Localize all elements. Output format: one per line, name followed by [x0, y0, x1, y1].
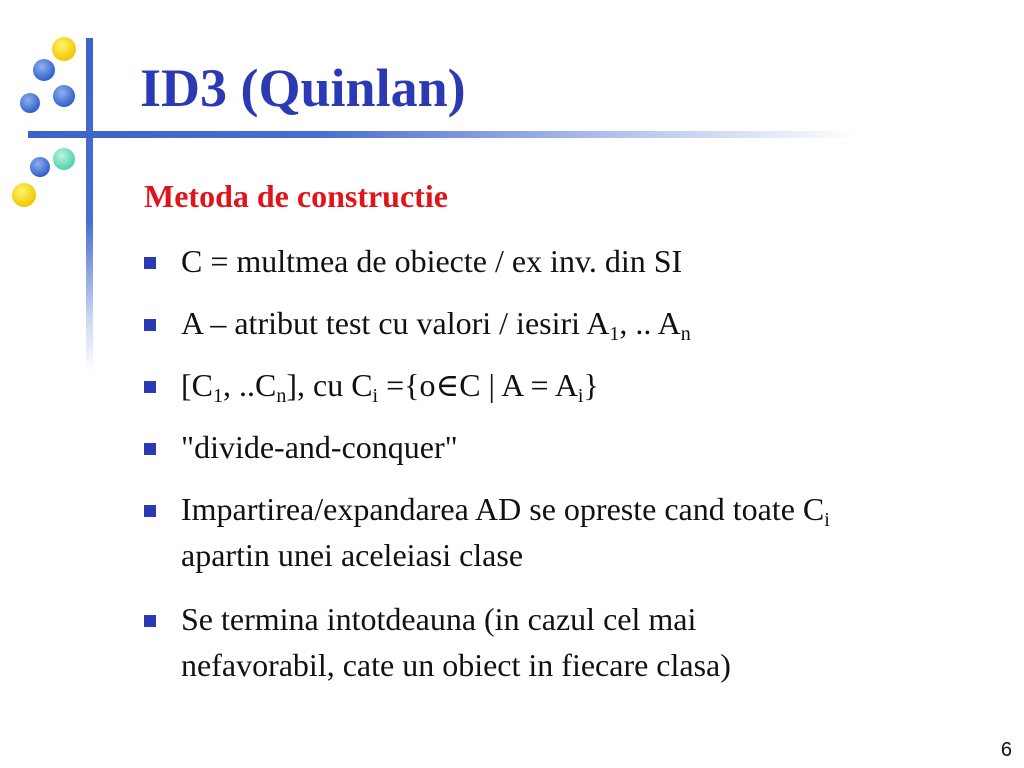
bullet-item-3-text: , ..C — [223, 367, 277, 403]
bullet-square-icon — [144, 319, 156, 331]
bullet-square-icon — [144, 381, 156, 393]
bullet-item-1 — [181, 240, 682, 283]
bullet-item-2-text: A – atribut test cu valori / iesiri A — [181, 305, 610, 341]
bullet-square-icon — [144, 615, 156, 627]
subscript: 1 — [609, 323, 620, 345]
page-number: 6 — [1000, 739, 1012, 761]
slide-subtitle: Metoda de constructie — [144, 178, 448, 214]
bullet-square-icon — [144, 257, 156, 269]
bullet-square-icon — [144, 505, 156, 517]
bullet-item-4-text: "divide-and-conquer" — [181, 429, 458, 465]
subscript: i — [824, 509, 830, 531]
dot-teal-1 — [53, 148, 75, 170]
dot-yellow-1 — [52, 37, 76, 61]
bullet-item-1-text: C = multmea de obiecte / ex inv. din SI — [181, 243, 683, 279]
bullet-item-3-text: } — [583, 367, 599, 403]
bullet-item-6-line-1 — [181, 598, 696, 641]
dot-blue-3 — [20, 93, 40, 113]
bullet-item-2-text: , .. A — [619, 305, 681, 341]
bullet-item-3-text: ={o∈C | A = A — [378, 367, 578, 403]
bullet-item-6-text: Se termina intotdeauna (in cazul cel mai — [181, 601, 697, 637]
bullet-item-5-line-2 — [181, 534, 523, 577]
bullet-item-4 — [181, 426, 458, 469]
horizontal-accent-bar — [28, 131, 858, 138]
subscript: 1 — [213, 385, 223, 407]
bullet-item-3-text: [C — [181, 367, 213, 403]
dot-blue-2 — [53, 85, 75, 107]
bullet-item-3-text: ], cu C — [286, 367, 373, 403]
bullet-item-2 — [181, 302, 691, 345]
decorative-dots-icon — [0, 0, 100, 220]
subscript: n — [276, 385, 287, 407]
dot-blue-4 — [30, 157, 50, 177]
bullet-item-5-text: Impartirea/expandarea AD se opreste cand toate C — [181, 491, 825, 527]
bullet-item-5-line-1 — [181, 488, 830, 531]
bullet-square-icon — [144, 443, 156, 455]
subscript: n — [680, 323, 691, 345]
bullet-item-6-line-2 — [181, 644, 731, 687]
vertical-accent-bar — [86, 38, 93, 373]
dot-yellow-2 — [12, 183, 36, 207]
bullet-item-6-text: nefavorabil, cate un obiect in fiecare clasa) — [181, 647, 731, 683]
bullet-item-3 — [181, 364, 599, 407]
subscript: i — [577, 385, 584, 407]
subscript: i — [372, 385, 379, 407]
dot-blue-1 — [33, 59, 55, 81]
slide-title: ID3 (Quinlan) — [140, 58, 466, 118]
bullet-item-5-text: apartin unei aceleiasi clase — [181, 537, 524, 573]
